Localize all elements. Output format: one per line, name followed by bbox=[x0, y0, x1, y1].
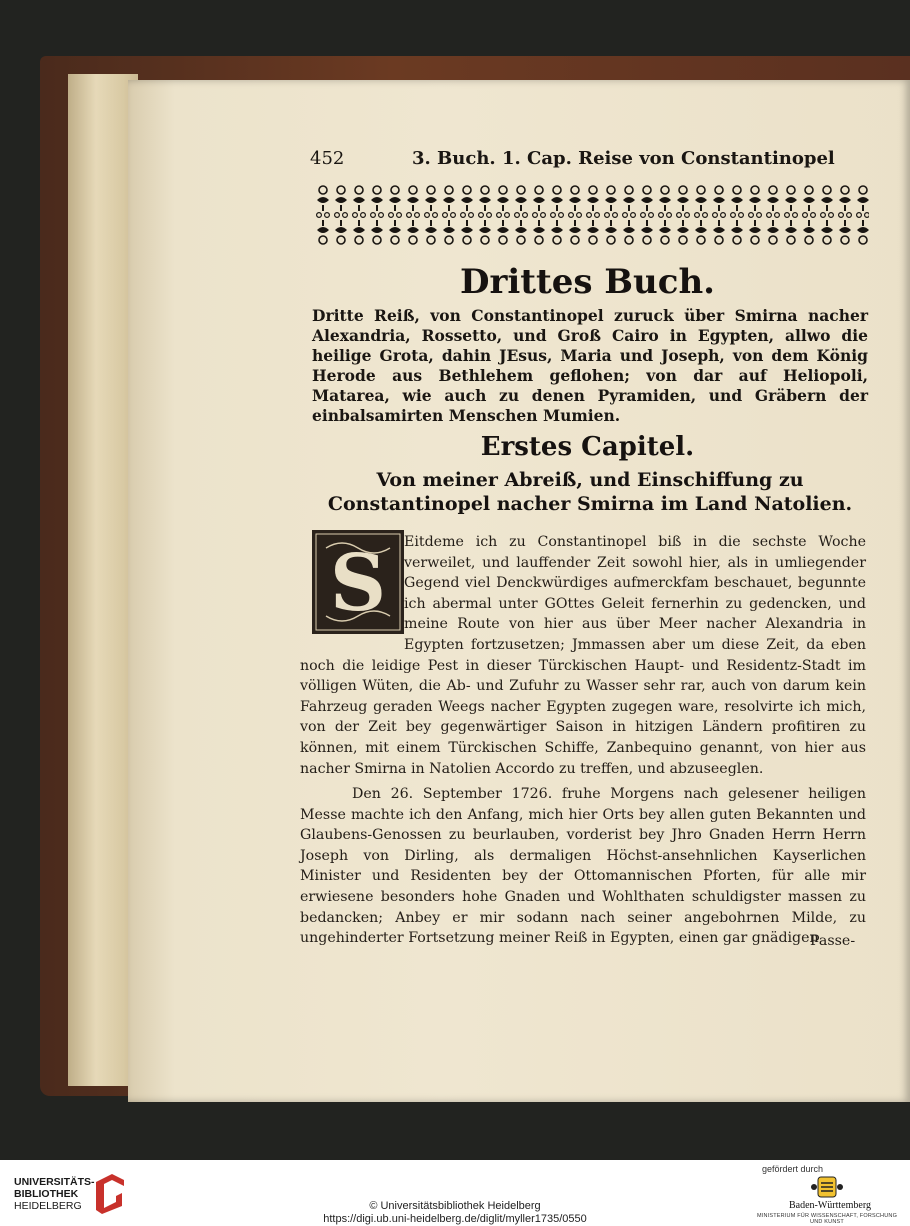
catchword: Passe- bbox=[810, 933, 856, 949]
paragraph-2: Den 26. September 1726. fruhe Morgens nach gelesener heiligen Messe machte ich den Anfang, mich hier Orts bey allen guten Bekannten und Glaubens-Genossen zu beurlauben, vorderist bey Jhro Gnaden Herrn Herrn Joseph von Dirling, als dermaligen Höchst-ansehnlichen Kayserlichen Minister und Residenten bey der Ottomannischen Pforten, für alle mir erwiesene besonders hohe Gnaden und Wohlthaten schuldigster massen zu bedancken; Anbey er mir sodann nach seiner angebohrnen Milde, zu ungehinderter Fortsetzung meiner Reiß in Egypten, einen gar gnädigen bbox=[300, 786, 866, 947]
library-name-line-1: UNIVERSITÄTS- bbox=[14, 1176, 95, 1188]
permalink[interactable]: https://digi.ub.uni-heidelberg.de/diglit/myller1735/0550 bbox=[323, 1213, 587, 1225]
chapter-title: Von meiner Abreiß, und Einschiffung zu Constantinopel nacher Smirna im Land Natolien. bbox=[327, 469, 853, 515]
running-header bbox=[310, 148, 870, 174]
library-name-line-2: BIBLIOTHEK bbox=[14, 1188, 79, 1200]
chapter-label: Erstes Capitel. bbox=[480, 432, 695, 462]
paragraph-1 bbox=[300, 532, 866, 779]
ornamental-border bbox=[314, 180, 869, 250]
funded-by-text: gefördert durch bbox=[762, 1164, 824, 1174]
page-number: 452 bbox=[310, 148, 345, 169]
coat-of-arms-icon bbox=[810, 1176, 844, 1198]
book-title: Drittes Buch. bbox=[459, 262, 716, 302]
paragraph-1-text: Eitdeme ich zu Constantinopel biß in die sechste Woche verweilet, und lauffender Zeit sowohl hier, als in umliegender Gegend viel Denckwürdiges aufmerckfam beschauet, begunnte ich abermal unter GOttes Geleit fernerhin zu gedencken, und meine Route von hier aus über Meer nacher Alexandria in Egypten fortzusetzen; Jmmassen aber um diese Zeit, da eben noch die leidige Pest in dieser Türckischen Haupt- und Residentz-Stadt im völligen Wüten, die Ab- und Zufuhr zu Wasser sehr rar, auch von darum kein Fahrzeug geraden Weegs nacher Egypten zugegen ware, resolvirte ich mich, von der Zeit bey gegenwärtiger Saison in hitzigen Ländern profitiren zu können, mit einem Türckischen Schiffe, Zanbequino genannt, von hier aus nacher Smirna in Natolien Accordo zu treffen, und abzuseeglen. bbox=[300, 534, 866, 777]
funder-ministry: MINISTERIUM FÜR WISSENSCHAFT, FORSCHUNG UND KUNST bbox=[756, 1213, 898, 1225]
book-subtitle: Dritte Reiß, von Constantinopel zuruck über Smirna nacher Alexandria, Rossetto, und Groß Cairo in Egypten, allwo die heilige Grota, dahin JEsus, Maria und Joseph, von dem König Herode aus Bethlehem geflohen; von dar auf Heliopoli, Matarea, wie auch zu denen Pyramiden, und Gräbern der einbalsamirten Menschen Mumien. bbox=[312, 306, 868, 425]
running-head: 3. Buch. 1. Cap. Reise von Constantinopel bbox=[412, 148, 835, 169]
library-name-line-3: HEIDELBERG bbox=[14, 1200, 82, 1212]
footer-bar bbox=[0, 1160, 910, 1226]
initial-letter: S bbox=[329, 538, 387, 629]
funder-name[interactable]: Baden-Württemberg bbox=[788, 1200, 871, 1211]
initial-space bbox=[300, 532, 404, 636]
copyright-text: © Universitätsbibliothek Heidelberg bbox=[369, 1200, 541, 1212]
